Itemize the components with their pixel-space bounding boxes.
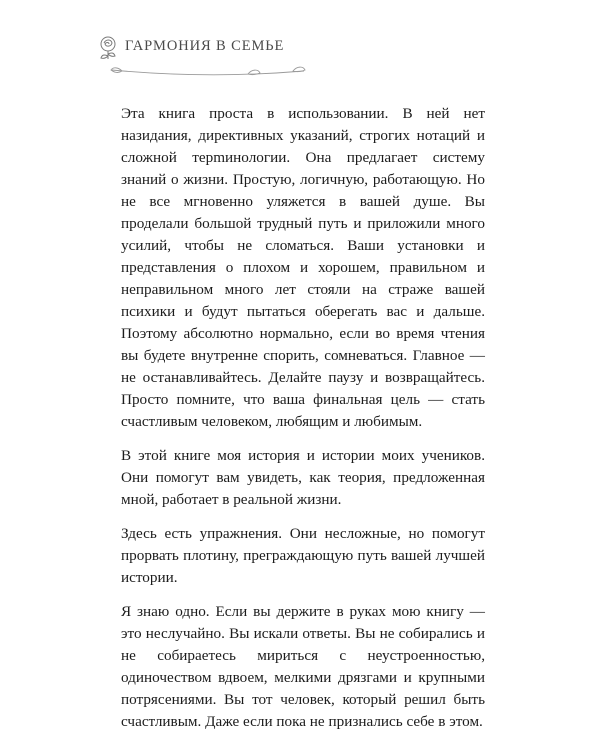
paragraph-2: В этой книге моя история и истории моих учеников. Они помогут вам увидеть, как теория, предложенная мной, работает в реальной жизни. <box>121 447 485 508</box>
paragraph-1: Эта книга проста в использовании. В ней нет назидания, директивных указаний, строгих нотаций и сложной терmинологии. Она предлагает систему знаний о жизни. Простую, логичную, работающую. Но не все мгновенно уляжется в вашей душе. Вы проделали большой трудный путь и приложили много усилий, чтобы не сломаться. Ваши установки и представления о плохом и хорошем, правильном и неправильном много лет стояли на страже вашей психики и будут пытаться оберегать вас и дальше. Поэтому абсолютно нормально, если во время чтения вы будете внутренне спорить, сомневаться. Главное — не останавливайтесь. Делайте паузу и возвращайтесь. Просто помните, что ваша финальная цель — стать счастливым человеком, любящим и любимым. <box>121 105 485 430</box>
running-head <box>98 34 312 74</box>
paragraph-4: Я знаю одно. Если вы держите в руках мою книгу — это неслучайно. Вы искали ответы. Вы не собирались и не собираетесь мириться с неустроенностью, одиночеством вдвоем, мелкими дрязгами и крупными потрясениями. Вы тот человек, который решил быть счастливым. Даже если пока не признались себе в этом. <box>121 603 485 730</box>
body-text <box>121 103 485 745</box>
running-title: ГАРМОНИЯ В СЕМЬЕ <box>125 38 285 54</box>
paragraph-3: Здесь есть упражнения. Они несложные, но помогут прорвать плотину, преграждающую путь вашей лучшей истории. <box>121 525 485 586</box>
header-rule <box>98 48 312 78</box>
